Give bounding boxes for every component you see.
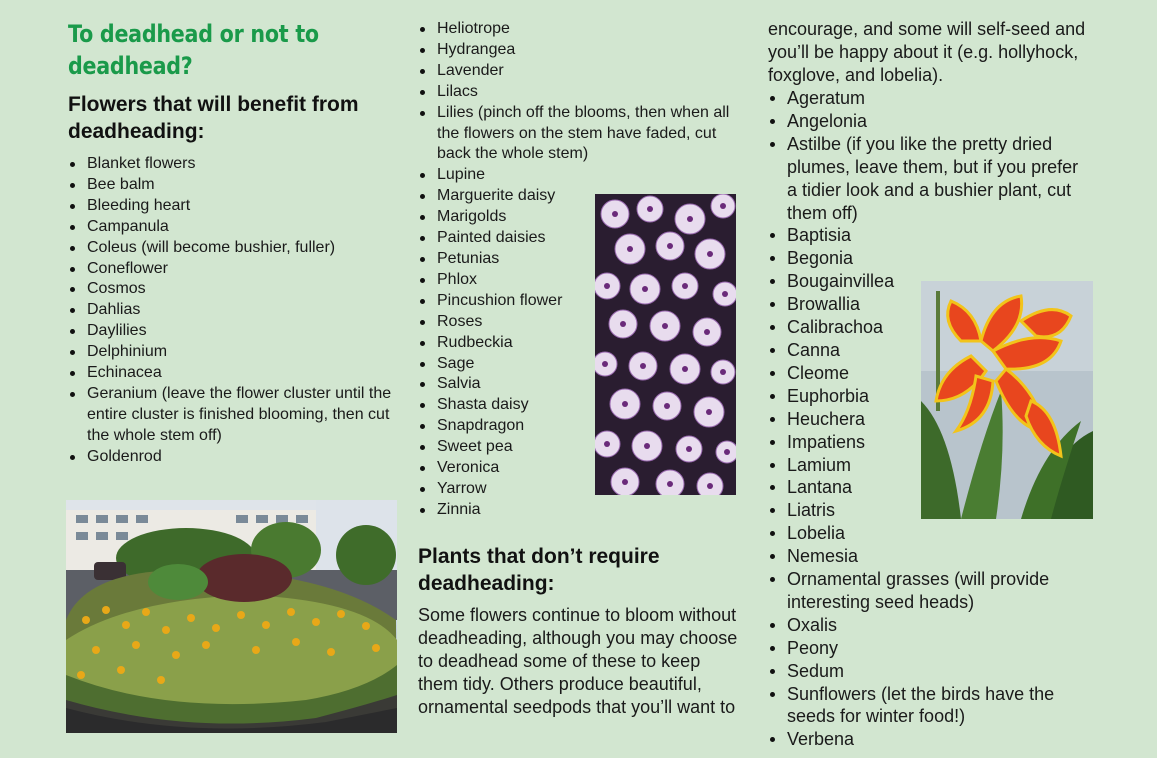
list-item: Marigolds [418, 207, 748, 228]
list-item: Liatris [768, 499, 1088, 522]
list-item: Astilbe (if you like the pretty dried plumes, leave them, but if you prefer a tidier look and a bushier plant, cut them off) [768, 133, 1088, 225]
list-item: Baptisia [768, 224, 1088, 247]
list-item: Lamium [768, 454, 1088, 477]
list-item: Lilies (pinch off the blooms, then when all the flowers on the stem have faded, cut back the whole stem) [418, 103, 748, 166]
list-item: Roses [418, 312, 748, 333]
list-item: Lantana [768, 476, 1088, 499]
list-item: Sunflowers (let the birds have the seeds for winter food!) [768, 683, 1088, 729]
list-item: Phlox [418, 270, 748, 291]
list-item: Rudbeckia [418, 333, 748, 354]
list-item: Bleeding heart [68, 196, 398, 217]
list-item: Geranium (leave the flower cluster until the entire cluster is finished blooming, then cut the whole stem off) [68, 384, 398, 447]
list-item: Lavender [418, 61, 748, 82]
no-deadhead-heading: Plants that don’t require deadheading: [418, 545, 660, 595]
list-item: Bee balm [68, 175, 398, 196]
list-item: Browallia [768, 293, 1088, 316]
list-item: Marguerite daisy [418, 186, 748, 207]
list-item: Blanket flowers [68, 154, 398, 175]
list-item: Lupine [418, 165, 748, 186]
list-item: Lilacs [418, 82, 748, 103]
list-item: Coleus (will become bushier, fuller) [68, 238, 398, 259]
benefit-list-column-1 [68, 154, 398, 468]
list-item: Sage [418, 354, 748, 375]
list-item: Angelonia [768, 110, 1088, 133]
list-item: Begonia [768, 247, 1088, 270]
list-item: Euphorbia [768, 385, 1088, 408]
garden-bed-photo [66, 500, 397, 733]
list-item: Calibrachoa [768, 316, 1088, 339]
list-item: Verbena [768, 728, 1088, 751]
list-item: Echinacea [68, 363, 398, 384]
list-item: Yarrow [418, 479, 748, 500]
list-item: Heuchera [768, 408, 1088, 431]
list-item: Dahlias [68, 300, 398, 321]
list-item: Painted daisies [418, 228, 748, 249]
canna-photo [921, 281, 1093, 519]
list-item: Zinnia [418, 500, 748, 521]
list-item: Peony [768, 637, 1088, 660]
list-item: Cleome [768, 362, 1088, 385]
list-item: Nemesia [768, 545, 1088, 568]
list-item: Coneflower [68, 259, 398, 280]
page-title: To deadhead or not to deadhead? [68, 20, 319, 80]
list-item: Bougainvillea [768, 270, 1088, 293]
list-item: Daylilies [68, 321, 398, 342]
no-deadhead-intro: Some flowers continue to bloom without deadheading, although you may choose to deadhead some of these to keep them tidy. Others produce beautiful, ornamental seedpods that you’ll want to [418, 605, 738, 717]
list-item: Impatiens [768, 431, 1088, 454]
list-item: Pincushion flower [418, 291, 748, 312]
list-item: Sweet pea [418, 437, 748, 458]
list-item: Delphinium [68, 342, 398, 363]
list-item: Heliotrope [418, 19, 748, 40]
list-item: Cosmos [68, 279, 398, 300]
list-item: Hydrangea [418, 40, 748, 61]
petunia-photo [595, 194, 736, 495]
list-item: Veronica [418, 458, 748, 479]
list-item: Oxalis [768, 614, 1088, 637]
list-item: Canna [768, 339, 1088, 362]
list-item: Ageratum [768, 87, 1088, 110]
list-item: Snapdragon [418, 416, 748, 437]
list-item: Salvia [418, 374, 748, 395]
list-item: Shasta daisy [418, 395, 748, 416]
benefit-heading: Flowers that will benefit from deadheading: [68, 93, 359, 143]
list-item: Sedum [768, 660, 1088, 683]
list-item: Goldenrod [68, 447, 398, 468]
list-item: Ornamental grasses (will provide interesting seed heads) [768, 568, 1088, 614]
list-item: Lobelia [768, 522, 1088, 545]
list-item: Campanula [68, 217, 398, 238]
no-deadhead-intro-continued: encourage, and some will self-seed and you’ll be happy about it (e.g. hollyhock, foxglove, and lobelia). [768, 19, 1086, 85]
list-item: Petunias [418, 249, 748, 270]
